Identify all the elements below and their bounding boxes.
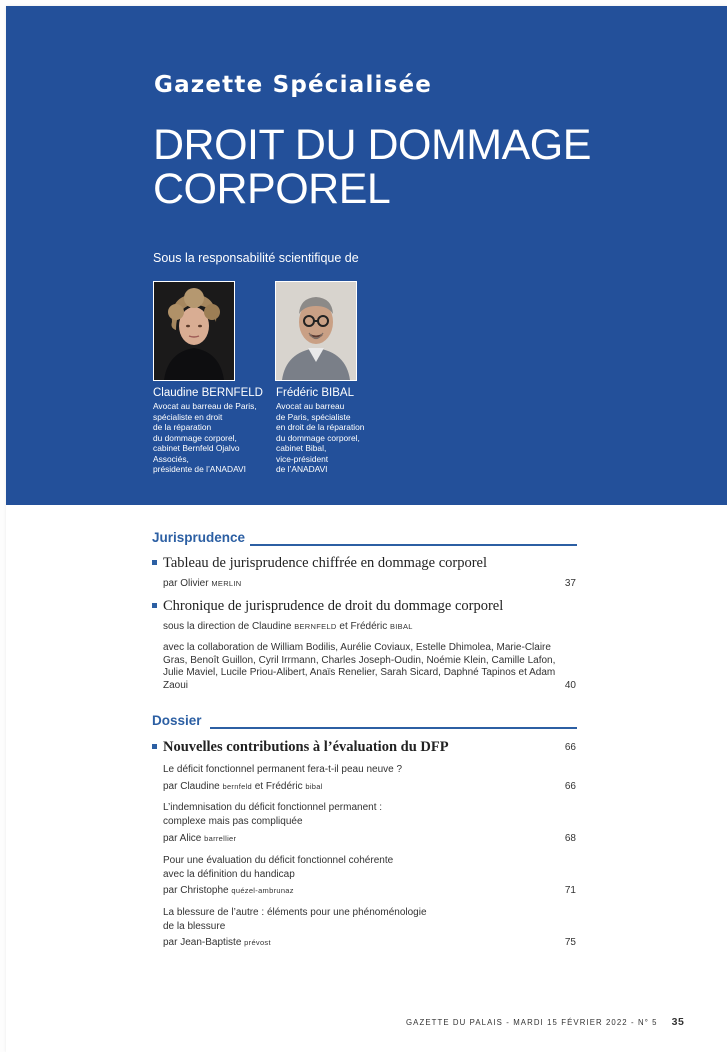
article-title[interactable]: L’indemnisation du déficit fonctionnel permanent : (163, 802, 383, 813)
page-number: 66 (564, 781, 576, 792)
publication-name: Gazette Spécialisée (154, 72, 433, 98)
article-author: par Jean-Baptiste prévost (163, 937, 271, 948)
toc-entry-dfp[interactable] (152, 739, 449, 756)
article-title-cont: avec la définition du handicap (163, 869, 295, 880)
article-title-cont: complexe mais pas compliquée (163, 816, 303, 827)
editor-description: Avocat au barreau de Paris, spécialiste en droit de la réparation du dommage corporel, cabinet Bernfeld Ojalvo Associés, présidente de l’ANADAVI (153, 401, 257, 474)
page-number: 66 (564, 742, 576, 753)
page-number: 71 (564, 885, 576, 896)
magazine-page (6, 6, 727, 1052)
entry-title: Nouvelles contributions à l’évaluation du DFP (163, 739, 449, 755)
page-footer (406, 1016, 684, 1028)
page-title (153, 123, 713, 211)
section-rule (250, 544, 577, 546)
bullet-icon (152, 744, 157, 749)
page-number: 68 (564, 833, 576, 844)
bullet-icon (152, 560, 157, 565)
entry-direction: sous la direction de Claudine BERNFELD et Frédéric BIBAL (163, 621, 413, 632)
article-title-cont: de la blessure (163, 921, 226, 932)
article-title[interactable]: La blessure de l’autre : éléments pour une phénoménologie (163, 907, 427, 918)
page-number: 75 (564, 937, 576, 948)
footer-text: GAZETTE DU PALAIS - MARDI 15 FÉVRIER 2022 - N° 5 (406, 1018, 658, 1027)
title-line-1: DROIT DU DOMMAGE (153, 121, 591, 169)
article-author: par Alice barrellier (163, 833, 237, 844)
page-number: 37 (564, 578, 576, 589)
header-banner (6, 6, 727, 505)
section-rule (210, 727, 577, 729)
toc-entry-chronique[interactable] (152, 598, 503, 615)
editor-description: Avocat au barreau de Paris, spécialiste en droit de la réparation du dommage corporel, cabinet Bibal, vice-président de l’ANADAVI (276, 401, 365, 474)
article-author: par Claudine bernfeld et Frédéric bibal (163, 781, 323, 792)
entry-title: Tableau de jurisprudence chiffrée en dommage corporel (163, 555, 488, 571)
entry-author: par Olivier MERLIN (163, 578, 242, 589)
page-number: 40 (564, 680, 576, 691)
bullet-icon (152, 603, 157, 608)
editor-name: Claudine BERNFELD (153, 387, 263, 399)
entry-collaboration: avec la collaboration de William Bodilis, Aurélie Coviaux, Estelle Dhimolea, Marie-Claire Gras, Benoît Guillon, Cyril Irrmann, Charles Joseph-Oudin, Noémie Klein, Camille Lafon, Julie Maviel, Lucile Priou-Alibert, Anaïs Renelier, Sarah Sicard, Daphné Tapinos et Adam Zaoui (163, 642, 556, 691)
section-dossier (152, 713, 577, 731)
article-author: par Christophe quézel-ambrunaz (163, 885, 294, 896)
editor-bernfeld (153, 387, 263, 475)
entry-title: Chronique de jurisprudence de droit du dommage corporel (163, 598, 504, 614)
title-line-2: CORPOREL (153, 165, 391, 213)
section-jurisprudence (152, 530, 577, 548)
article-title[interactable]: Pour une évaluation du déficit fonctionnel cohérente (163, 855, 394, 866)
editor-bibal (276, 387, 364, 475)
article-title[interactable]: Le déficit fonctionnel permanent fera-t-il peau neuve ? (163, 764, 403, 775)
editor-photo-bernfeld (153, 281, 235, 381)
footer-page-number: 35 (671, 1016, 685, 1028)
editor-name: Frédéric BIBAL (276, 387, 354, 399)
toc-entry-tableau[interactable] (152, 555, 487, 572)
responsibility-line: Sous la responsabilité scientifique de (153, 251, 359, 265)
editor-photo-bibal (275, 281, 357, 381)
section-title: Jurisprudence (152, 530, 248, 545)
section-title: Dossier (152, 713, 205, 728)
